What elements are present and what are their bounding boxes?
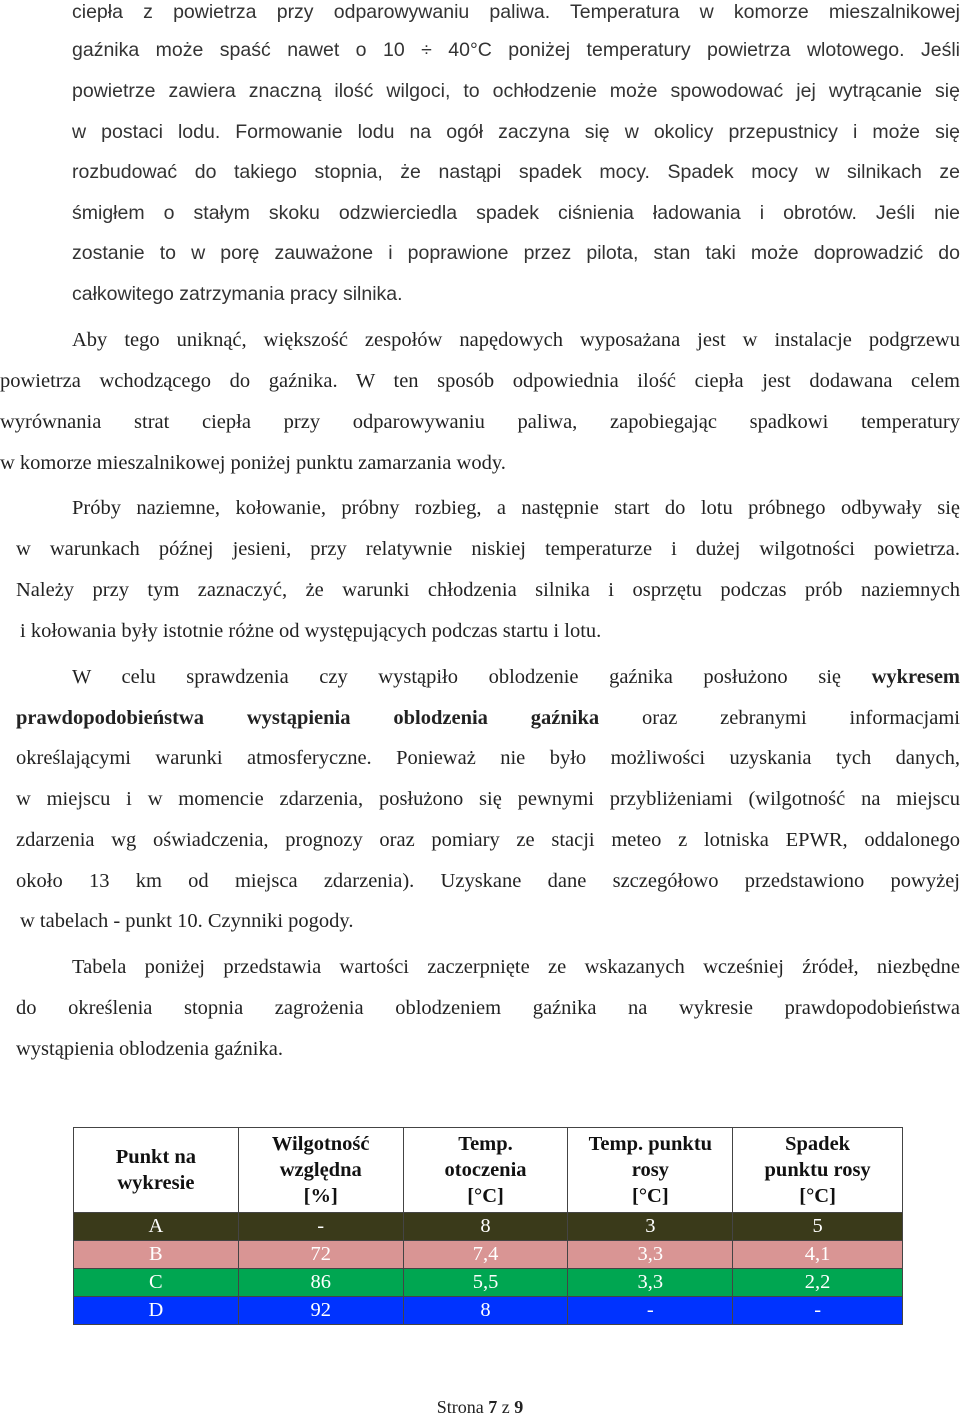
- table-cell: -: [733, 1297, 903, 1325]
- header-text: rosy: [631, 1159, 669, 1181]
- text-line: [16, 706, 960, 730]
- text-line: powietrze zawiera znaczną ilość wilgoci, to ochłodzenie może spowodować jej wytrącanie się: [72, 80, 960, 102]
- table-cell: 5: [733, 1213, 903, 1241]
- text-line: Tabela poniżej przedstawia wartości zaczerpnięte ze wskazanych wcześniej źródeł, niezbędne: [72, 956, 960, 978]
- text-line: Należy przy tym zaznaczyć, że warunki chłodzenia silnika i osprzętu podczas prób naziemnych: [16, 579, 960, 601]
- table-cell: 3,3: [568, 1241, 733, 1269]
- text-line: około 13 km od miejsca zdarzenia). Uzyskane dane szczegółowo przedstawiono powyżej: [16, 870, 960, 892]
- text-line: śmigłem o stałym skoku odzwierciedla spadek ciśnienia ładowania i obrotów. Jeśli nie: [72, 202, 960, 224]
- text-span: W celu sprawdzenia czy wystąpiło oblodzenie gaźnika posłużono się: [72, 666, 872, 688]
- bold-text: wykresem: [871, 666, 960, 688]
- text-line: [72, 665, 960, 689]
- text-line: ciepła z powietrza przy odparowywaniu paliwa. Temperatura w komorze mieszalnikowej: [72, 1, 960, 23]
- bold-text: prawdopodobieństwa wystąpienia oblodzenia gaźnika: [16, 707, 600, 729]
- text-line: w warunkach późnej jesieni, przy relatywnie niskiej temperaturze i dużej wilgotności powietrza.: [16, 538, 960, 560]
- table-cell: D: [74, 1297, 239, 1325]
- table-row: [74, 1269, 903, 1297]
- text-line: do określenia stopnia zagrożenia oblodzeniem gaźnika na wykresie prawdopodobieństwa: [16, 997, 960, 1019]
- header-text: [°C]: [632, 1185, 669, 1207]
- table-cell: 86: [238, 1269, 403, 1297]
- text-line: w komorze mieszalnikowej poniżej punktu zamarzania wody.: [0, 452, 506, 474]
- table-cell: B: [74, 1241, 239, 1269]
- header-text: Wilgotność: [271, 1133, 370, 1155]
- table-row: [74, 1213, 903, 1241]
- icing-data-table: [73, 1127, 903, 1325]
- header-text: względna: [279, 1159, 362, 1181]
- text-line: zostanie to w porę zauważone i poprawione przez pilota, stan taki może doprowadzić do: [72, 242, 960, 264]
- table-row: [74, 1241, 903, 1269]
- footer-prefix: Strona: [436, 1397, 489, 1417]
- header-text: [°C]: [799, 1185, 836, 1207]
- text-line: w miejscu i w momencie zdarzenia, posłużono się pewnymi przybliżeniami (wilgotność na miejscu: [16, 788, 960, 810]
- text-line: Aby tego uniknąć, większość zespołów napędowych wyposażana jest w instalacje podgrzewu: [72, 329, 960, 351]
- footer-mid: z: [497, 1397, 515, 1417]
- table-cell: 4,1: [733, 1241, 903, 1269]
- header-text: [%]: [303, 1185, 338, 1207]
- table-cell: -: [568, 1297, 733, 1325]
- header-text: punktu rosy: [764, 1159, 871, 1181]
- text-line: wyrównania strat ciepła przy odparowywaniu paliwa, zapobiegając spadkowi temperatury: [0, 411, 960, 433]
- text-line: Próby naziemne, kołowanie, próbny rozbieg, a następnie start do lotu próbnego odbywały się: [72, 497, 960, 519]
- text-line: zdarzenia wg oświadczenia, prognozy oraz pomiary ze stacji meteo z lotniska EPWR, oddalonego: [16, 829, 960, 851]
- header-dew-point: [568, 1128, 733, 1213]
- table-cell: 72: [238, 1241, 403, 1269]
- header-text: Temp. punktu: [588, 1133, 713, 1155]
- header-dew-point-spread: [733, 1128, 903, 1213]
- text-line: wystąpienia oblodzenia gaźnika.: [16, 1038, 283, 1060]
- header-text: Spadek: [785, 1133, 851, 1155]
- table-cell: 7,4: [403, 1241, 568, 1269]
- table-cell: 8: [403, 1213, 568, 1241]
- text-line: powietrza wchodzącego do gaźnika. W ten sposób odpowiednia ilość ciepła jest dodawana celem: [0, 370, 960, 392]
- text-line: określającymi warunki atmosferyczne. Ponieważ nie było możliwości uzyskania tych danych,: [16, 747, 960, 769]
- text-line: w tabelach - punkt 10. Czynniki pogody.: [20, 910, 354, 932]
- header-text: wykresie: [117, 1172, 195, 1194]
- table-cell: 92: [238, 1297, 403, 1325]
- header-text: Temp.: [458, 1133, 513, 1155]
- text-line: i kołowania były istotnie różne od występujących podczas startu i lotu.: [20, 620, 602, 642]
- header-humidity: [238, 1128, 403, 1213]
- table-cell: 8: [403, 1297, 568, 1325]
- page-footer: [0, 1397, 960, 1418]
- header-ambient-temp: [403, 1128, 568, 1213]
- text-line: w postaci lodu. Formowanie lodu na ogół zaczyna się w okolicy przepustnicy i może się: [72, 121, 960, 143]
- header-text: [°C]: [467, 1185, 504, 1207]
- header-text: Punkt na: [115, 1146, 197, 1168]
- table-cell: 3: [568, 1213, 733, 1241]
- current-page-number: 7: [488, 1397, 498, 1417]
- text-line: rozbudować do takiego stopnia, że nastąpi spadek mocy. Spadek mocy w silnikach ze: [72, 161, 960, 183]
- text-line: gaźnika może spaść nawet o 10 ÷ 40°C poniżej temperatury powietrza wlotowego. Jeśli: [72, 39, 960, 61]
- table-row: [74, 1297, 903, 1325]
- table-header-row: [74, 1128, 903, 1213]
- table-cell: 3,3: [568, 1269, 733, 1297]
- text-span: oraz zebranymi informacjami: [599, 707, 960, 729]
- table-cell: 5,5: [403, 1269, 568, 1297]
- table-cell: -: [238, 1213, 403, 1241]
- table-cell: A: [74, 1213, 239, 1241]
- header-text: otoczenia: [444, 1159, 527, 1181]
- header-point: [74, 1128, 239, 1213]
- text-line: całkowitego zatrzymania pracy silnika.: [72, 283, 403, 305]
- table-cell: 2,2: [733, 1269, 903, 1297]
- table-cell: C: [74, 1269, 239, 1297]
- total-pages-number: 9: [514, 1397, 524, 1417]
